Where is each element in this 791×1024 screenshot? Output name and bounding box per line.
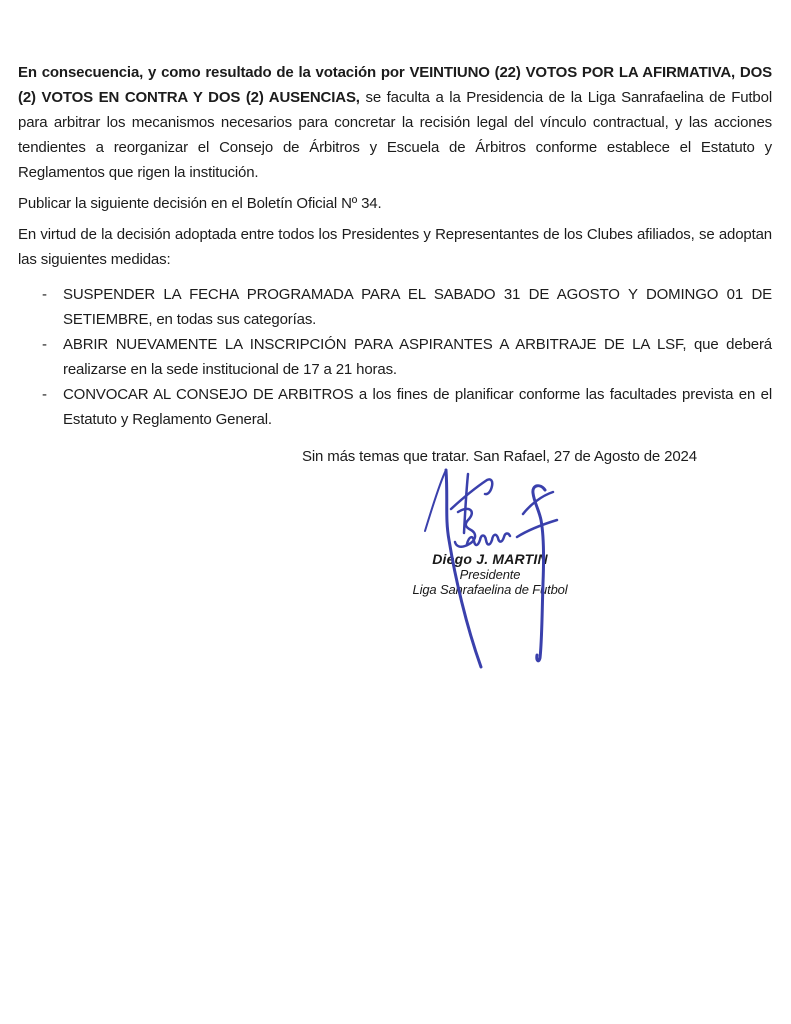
signature-block — [340, 552, 640, 597]
closing-line: Sin más temas que tratar. San Rafael, 27 de Agosto de 2024 — [302, 448, 697, 465]
measure-text: CONVOCAR AL CONSEJO DE ARBITROS a los fines de planificar conforme las facultades prevista en el Estatuto y Reglamento General. — [63, 386, 772, 428]
paragraph-decision-intro: En virtud de la decisión adoptada entre todos los Presidentes y Representantes de los Clubes afiliados, se adoptan las siguientes medidas: — [18, 226, 772, 268]
resolution-bold-lead: En consecuencia, y como resultado de la votación por VEINTIUNO (22) VOTOS POR LA AFIRMATIVA, DOS (2) VOTOS EN CONTRA Y DOS (2) AUSENCIAS, — [18, 64, 772, 106]
bullet-dash: - — [42, 336, 47, 353]
measure-item-suspend — [18, 282, 772, 332]
bullet-dash: - — [42, 386, 47, 403]
paragraph-publish-line: Publicar la siguiente decisión en el Boletín Oficial Nº 34. — [18, 195, 382, 212]
measure-item-inscription — [18, 332, 772, 382]
measures-list — [18, 282, 772, 432]
signatory-name: Diego J. MARTIN — [432, 551, 548, 567]
signatory-title: Presidente — [459, 567, 521, 582]
measure-text: ABRIR NUEVAMENTE LA INSCRIPCIÓN PARA ASPIRANTES A ARBITRAJE DE LA LSF, que deberá realizarse en la sede institucional de 17 a 21 horas. — [63, 336, 772, 378]
resolution-body: se faculta a la Presidencia de la Liga Sanrafaelina de Futbol para arbitrar los mecanismos necesarios para concretar la recisión legal del vínculo contractual, y las acciones tendientes a reorganizar el Consejo de Árbitros y Escuela de Árbitros conforme establece el Estatuto y Reglamentos que rigen la institución. — [18, 89, 772, 181]
bullet-dash: - — [42, 286, 47, 303]
paragraph-resolution — [18, 60, 772, 185]
measure-item-convene — [18, 382, 772, 432]
signatory-organization: Liga Sanrafaelina de Futbol — [412, 582, 568, 597]
measure-text: SUSPENDER LA FECHA PROGRAMADA PARA EL SABADO 31 DE AGOSTO Y DOMINGO 01 DE SETIEMBRE, en todas sus categorías. — [63, 286, 772, 328]
